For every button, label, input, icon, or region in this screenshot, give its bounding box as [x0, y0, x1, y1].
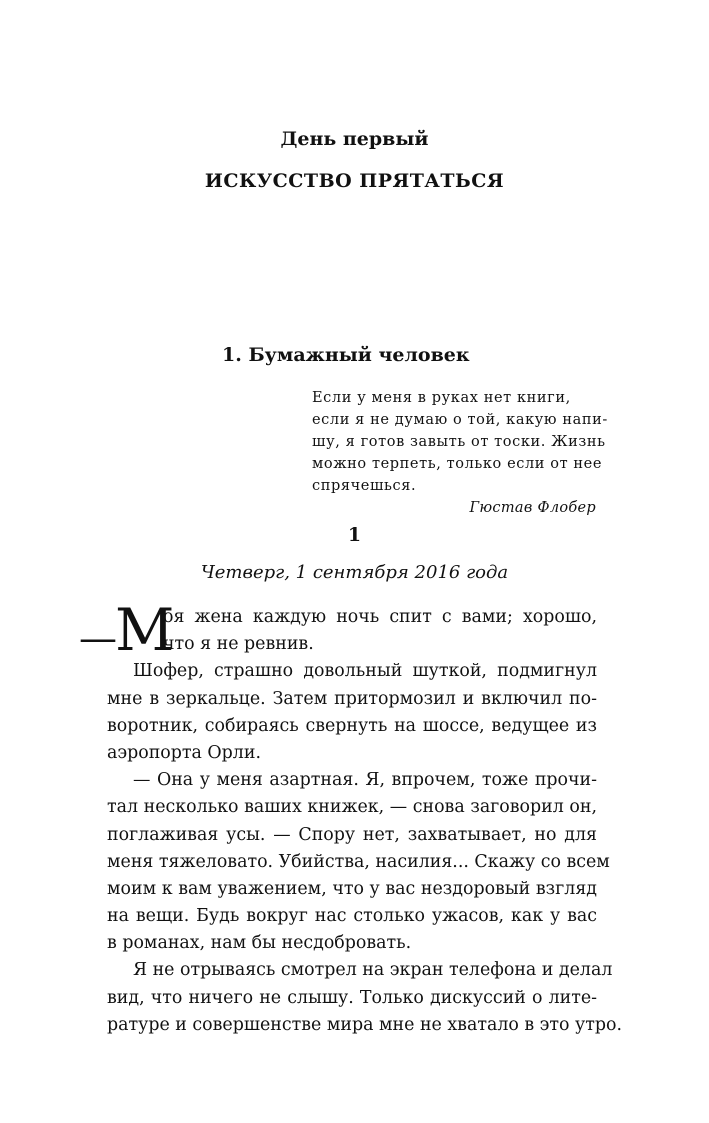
text-line: поглаживая усы. — Спору нет, захватывает, но для — [107, 824, 597, 845]
text-line: меня тяжеловато. Убийства, насилия... Скажу со всем — [107, 851, 610, 872]
epigraph-author: Гюстав Флобер — [469, 500, 596, 516]
text-line: оя жена каждую ночь спит с вами; хорошо, — [163, 607, 597, 627]
epigraph — [312, 387, 608, 519]
text-line: воротник, собираясь свернуть на шоссе, ведущее из — [107, 715, 597, 736]
text-line: аэропорта Орли. — [107, 742, 261, 763]
epigraph-line: Если у меня в руках нет книги, — [312, 390, 571, 406]
epigraph-line: спрячешься. — [312, 478, 417, 494]
text-line: ратуре и совершенстве мира мне не хватало в это утро. — [107, 1014, 623, 1035]
text-line: мне в зеркальце. Затем притормозил и включил по- — [107, 688, 597, 709]
text-line: — Она у меня азартная. Я, впрочем, тоже прочи- — [133, 770, 597, 791]
text-line: вид, что ничего не слышу. Только дискуссий о лите- — [107, 987, 597, 1008]
text-line: в романах, нам бы несдобровать. — [107, 933, 412, 954]
text-line: Шофер, страшно довольный шуткой, подмигнул — [133, 661, 597, 682]
part-title-heading: ИСКУССТВО ПРЯТАТЬСЯ — [204, 170, 505, 192]
paragraph — [107, 957, 623, 1039]
chapter-title: 1. Бумажный человек — [222, 344, 470, 366]
opening-paragraph — [79, 596, 597, 664]
part-day-heading: День первый — [280, 128, 429, 150]
paragraph — [107, 658, 597, 767]
epigraph-line: если я не думаю о той, какую напи- — [312, 412, 608, 428]
epigraph-line: можно терпеть, только если от нее — [312, 456, 603, 472]
dateline: Четверг, 1 сентября 2016 года — [200, 562, 509, 583]
text-line: на вещи. Будь вокруг нас столько ужасов, как у вас — [107, 906, 597, 927]
epigraph-line: шу, я готов завыть от тоски. Жизнь — [312, 434, 606, 450]
text-line: что я не ревнив. — [163, 634, 314, 655]
body-text — [79, 596, 623, 1039]
dropcap-dash: — — [79, 616, 117, 660]
dropcap-letter: М — [115, 596, 175, 664]
paragraph — [107, 767, 610, 957]
text-line: моим к вам уважением, что у вас нездоровый взгляд — [107, 878, 597, 899]
section-number: 1 — [347, 524, 362, 546]
text-line: Я не отрываясь смотрел на экран телефона и делал — [133, 960, 613, 981]
text-line: тал несколько ваших книжек, — снова заговорил он, — [107, 797, 597, 818]
